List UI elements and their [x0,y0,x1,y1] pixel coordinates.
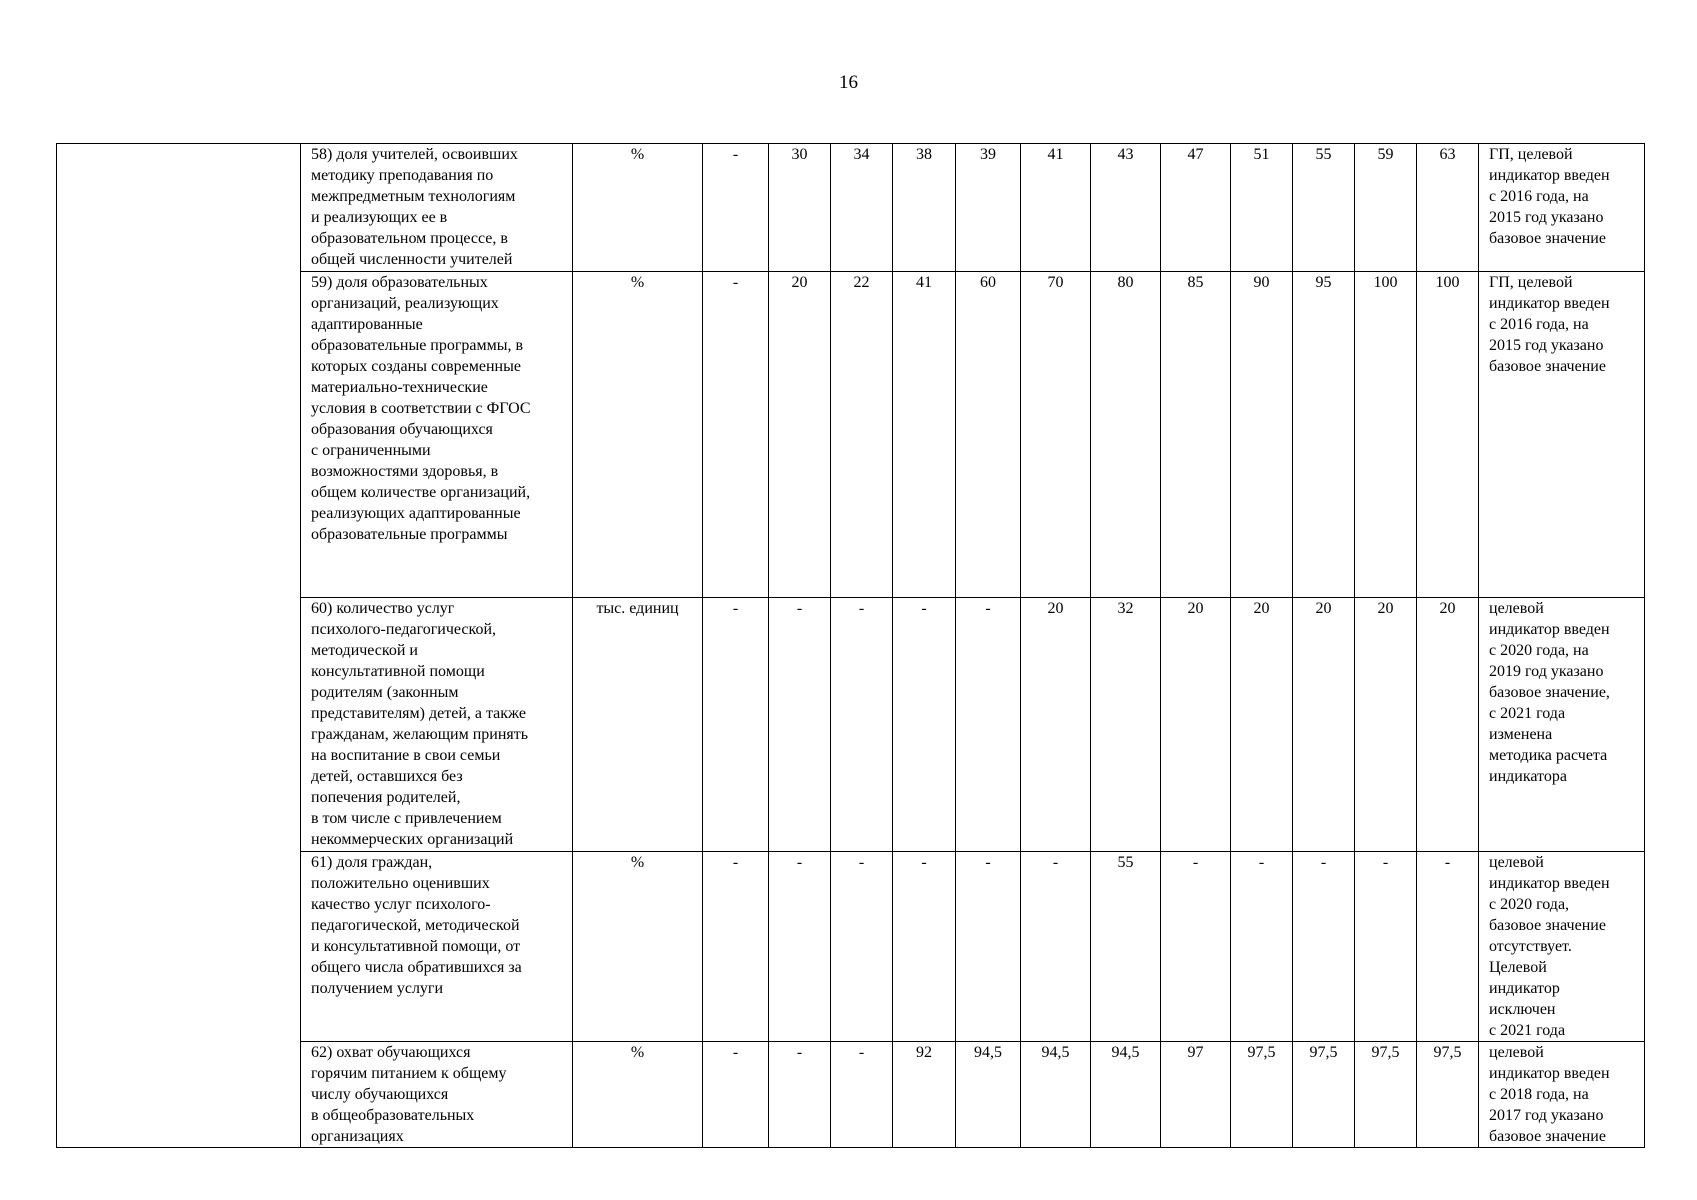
indicator-value: - [1161,852,1231,1042]
indicator-value: 70 [1021,272,1091,598]
indicator-value: 20 [769,272,831,598]
indicator-value: 20 [1231,598,1293,852]
indicator-value: 63 [1417,144,1479,272]
indicator-name: 61) доля граждан, положительно оценивших качество услуг психолого- педагогической, методической и консультативной помощи, от общего числа обратившихся за получением услуги [301,852,573,1042]
indicator-note: целевой индикатор введен с 2020 года, на 2019 год указано базовое значение, с 2021 года изменена методика расчета индикатора [1479,598,1645,852]
page-number: 16 [839,72,858,93]
indicator-value: 94,5 [1021,1042,1091,1148]
indicator-value: 94,5 [1091,1042,1161,1148]
indicator-value: - [769,852,831,1042]
indicator-value: 20 [1417,598,1479,852]
indicator-value: 97,5 [1293,1042,1355,1148]
indicator-unit: % [573,1042,703,1148]
indicator-note: ГП, целевой индикатор введен с 2016 года, на 2015 год указано базовое значение [1479,272,1645,598]
indicator-value: 38 [893,144,956,272]
indicator-value: - [1355,852,1417,1042]
indicator-value: - [703,598,769,852]
indicator-value: 55 [1293,144,1355,272]
indicator-value: - [831,1042,893,1148]
indicator-name: 58) доля учителей, освоивших методику преподавания по межпредметным технологиям и реализующих ее в образовательном процессе, в общей численности учителей [301,144,573,272]
indicator-value: - [703,1042,769,1148]
indicator-value: 60 [956,272,1021,598]
indicator-value: 55 [1091,852,1161,1042]
indicator-unit: тыс. единиц [573,598,703,852]
indicator-value: 41 [1021,144,1091,272]
indicator-value: 20 [1355,598,1417,852]
indicator-value: 32 [1091,598,1161,852]
indicator-value: 43 [1091,144,1161,272]
indicator-value: 41 [893,272,956,598]
indicator-value: 100 [1355,272,1417,598]
indicator-value: 30 [769,144,831,272]
indicator-value: 22 [831,272,893,598]
indicator-unit: % [573,852,703,1042]
indicator-value: - [1293,852,1355,1042]
indicator-value: 47 [1161,144,1231,272]
indicator-value: - [956,852,1021,1042]
indicator-note: целевой индикатор введен с 2018 года, на 2017 год указано базовое значение [1479,1042,1645,1148]
indicator-value: 95 [1293,272,1355,598]
indicator-value: 80 [1091,272,1161,598]
indicator-value: - [893,598,956,852]
indicator-value: 94,5 [956,1042,1021,1148]
indicator-value: 92 [893,1042,956,1148]
indicator-unit: % [573,272,703,598]
indicator-value: 20 [1293,598,1355,852]
indicator-value: - [769,598,831,852]
indicator-value: 34 [831,144,893,272]
indicator-value: - [956,598,1021,852]
indicator-unit: % [573,144,703,272]
indicator-value: 39 [956,144,1021,272]
indicator-value: - [703,852,769,1042]
indicator-name: 60) количество услуг психолого-педагогической, методической и консультативной помощи родителям (законным представителям) детей, а также гражданам, желающим принять на воспитание в свои семьи детей, оставшихся без попечения родителей, в том числе с привлечением некоммерческих организаций [301,598,573,852]
indicator-value: 100 [1417,272,1479,598]
indicator-value: 59 [1355,144,1417,272]
indicator-value: 97,5 [1231,1042,1293,1148]
indicator-value: - [1021,852,1091,1042]
indicator-value: - [703,144,769,272]
indicator-value: - [831,852,893,1042]
table-row [57,144,1645,272]
indicator-value: 51 [1231,144,1293,272]
indicator-value: - [1417,852,1479,1042]
program-cell [57,144,301,1148]
indicator-value: 97 [1161,1042,1231,1148]
indicator-note: целевой индикатор введен с 2020 года, базовое значение отсутствует. Целевой индикатор исключен с 2021 года [1479,852,1645,1042]
indicator-name: 62) охват обучающихся горячим питанием к общему числу обучающихся в общеобразовательных организациях [301,1042,573,1148]
indicator-value: 97,5 [1355,1042,1417,1148]
indicator-value: 20 [1021,598,1091,852]
indicator-value: - [1231,852,1293,1042]
indicator-value: - [831,598,893,852]
indicator-note: ГП, целевой индикатор введен с 2016 года, на 2015 год указано базовое значение [1479,144,1645,272]
indicator-value: - [769,1042,831,1148]
indicator-value: - [893,852,956,1042]
indicators-table [56,143,1645,1148]
indicator-value: 20 [1161,598,1231,852]
indicator-value: 97,5 [1417,1042,1479,1148]
indicator-name: 59) доля образовательных организаций, реализующих адаптированные образовательные программы, в которых созданы современные материально-технические условия в соответствии с ФГОС образования обучающихся с ограниченными возможностями здоровья, в общем количестве организаций, реализующих адаптированные образовательные программы [301,272,573,598]
indicator-value: 85 [1161,272,1231,598]
indicator-value: 90 [1231,272,1293,598]
indicator-value: - [703,272,769,598]
